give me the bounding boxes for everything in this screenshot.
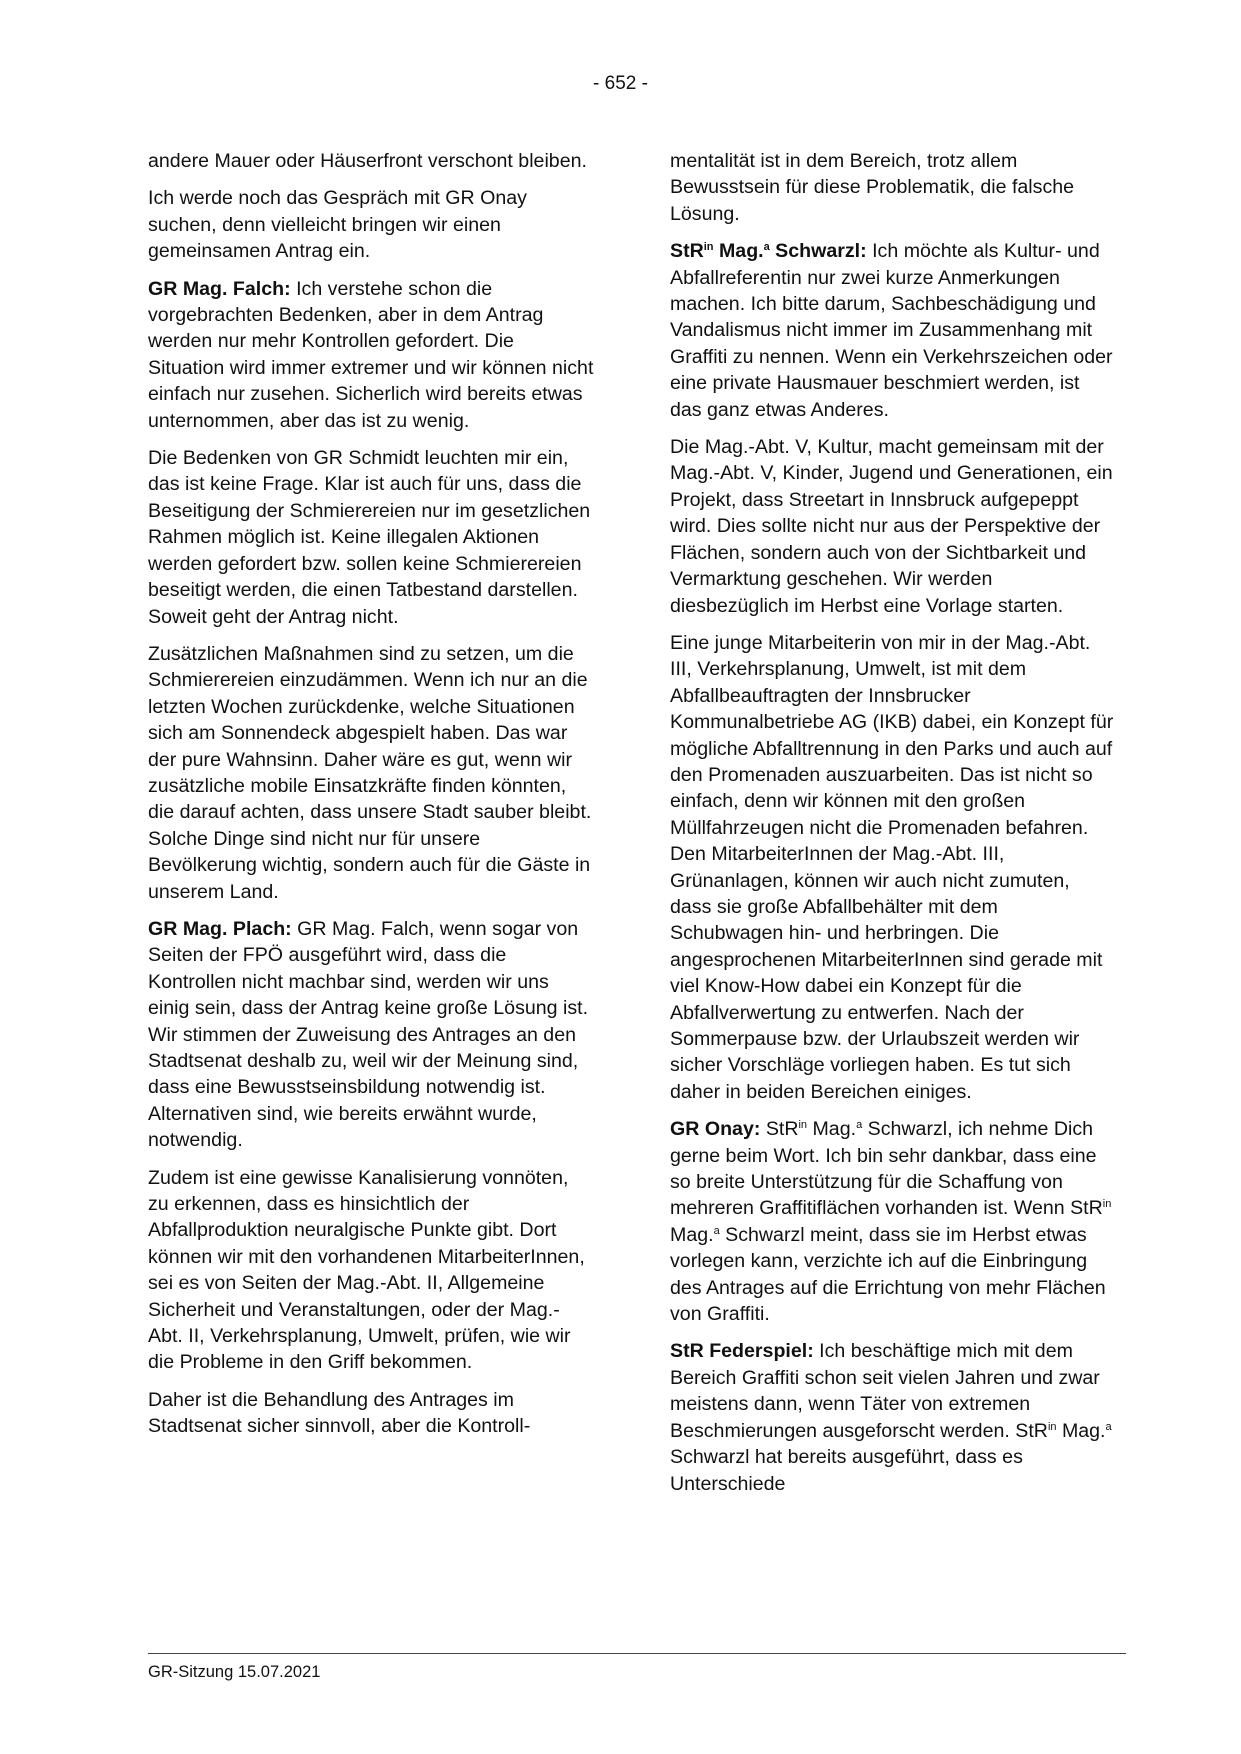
left-column	[148, 148, 594, 1451]
paragraph	[670, 238, 1116, 423]
superscript: a	[763, 241, 770, 254]
paragraph: andere Mauer oder Häuserfront verschont bleiben.	[148, 150, 587, 172]
speaker-text: Schwarzl:	[769, 240, 867, 263]
superscript: in	[703, 241, 714, 254]
paragraph: Daher ist die Behandlung des Antrages im Stadtsenat sicher sinnvoll, aber die Kontroll-	[148, 1388, 531, 1438]
paragraph-text: Ich beschäftige mich mit dem Bereich Graffiti schon seit vielen Jahren und zwar meistens dann, wenn Täter von extremen Beschmierungen ausgeforscht werden. StR	[670, 1340, 1100, 1442]
right-column	[670, 148, 1116, 1508]
paragraph-text: Ich möchte als Kultur- und Abfallreferentin nur zwei kurze Anmerkungen machen. Ich bitte darum, Sachbeschädigung und Vandalismus nicht immer im Zusammenhang mit Graffiti zu nennen. Wenn ein Verkehrszeichen oder eine private Hausmauer beschmiert werden, ist das ganz etwas Anderes.	[670, 240, 1113, 421]
paragraph-text: Mag.	[807, 1118, 857, 1141]
paragraph	[148, 276, 594, 434]
paragraph-text: Schwarzl meint, dass sie im Herbst etwas vorlegen kann, verzichte ich auf die Einbringung des Antrages auf die Errichtung von mehr Flächen von Graffiti.	[670, 1223, 1106, 1326]
paragraph	[670, 1338, 1116, 1496]
paragraph-text: Schwarzl, ich nehme Dich gerne beim Wort. Ich bin sehr dankbar, dass eine so breite Unterstützung für die Schaffung von mehreren Graffitiflächen vorhanden ist. Wenn StR	[670, 1118, 1103, 1220]
speaker-name: GR Onay:	[670, 1118, 761, 1141]
footer-text: GR-Sitzung 15.07.2021	[148, 1663, 321, 1681]
paragraph	[148, 916, 594, 1154]
page-number: - 652 -	[593, 73, 648, 94]
paragraph-text: StR	[760, 1118, 799, 1141]
paragraph: Zudem ist eine gewisse Kanalisierung vonnöten, zu erkennen, dass es hinsichtlich der Abfallproduktion neuralgische Punkte gibt. Dort können wir mit den vorhandenen MitarbeiterInnen, sei es von Seiten der Mag.-Abt. II, Allgemeine Sicherheit und Veranstaltungen, oder der Mag.-Abt. II, Verkehrsplanung, Umwelt, prüfen, wie wir die Probleme in den Griff bekommen.	[148, 1166, 585, 1374]
superscript: in	[1102, 1198, 1112, 1211]
speaker-name: GR Mag. Plach:	[148, 917, 292, 940]
speaker-text: Mag.	[713, 240, 764, 263]
superscript: in	[1047, 1420, 1057, 1433]
footer-divider	[148, 1653, 1126, 1654]
speaker-name: StR Federspiel:	[670, 1340, 814, 1363]
paragraph	[670, 1116, 1116, 1327]
superscript: in	[798, 1119, 808, 1132]
paragraph: mentalität ist in dem Bereich, trotz allem Bewusstsein für diese Problematik, die falsche Lösung.	[670, 150, 1075, 225]
paragraph: Eine junge Mitarbeiterin von mir in der Mag.-Abt. III, Verkehrsplanung, Umwelt, ist mit dem Abfallbeauftragten der Innsbrucker Kommunalbetriebe AG (IKB) dabei, ein Konzept für mögliche Abfalltrennung in den Parks und auch auf den Promenaden auszuarbeiten. Das ist nicht so einfach, denn wir können mit den großen Müllfahrzeugen nicht die Promenaden befahren. Den MitarbeiterInnen der Mag.-Abt. III, Grünanlagen, können wir auch nicht zumuten, dass sie große Abfallbehälter mit dem Schubwagen hin- und herbringen. Die angesprochenen MitarbeiterInnen sind gerade mit viel Know-How dabei ein Konzept für die Abfallverwertung zu entwerfen. Nach der Sommerpause bzw. der Urlaubszeit werden wir sicher Vorschläge vorliegen haben. Es tut sich daher in beiden Bereichen einiges.	[670, 631, 1114, 1103]
paragraph: Die Bedenken von GR Schmidt leuchten mir ein, das ist keine Frage. Klar ist auch für uns, dass die Beseitigung der Schmierereien nur im gesetzlichen Rahmen möglich ist. Keine illegalen Aktionen werden gefordert bzw. sollen keine Schmierereien beseitigt werden, die einen Tatbestand darstellen. Soweit geht der Antrag nicht.	[148, 447, 591, 628]
paragraph-text: Schwarzl hat bereits ausgeführt, dass es Unterschiede	[670, 1446, 1023, 1495]
paragraph-text: GR Mag. Falch, wenn sogar von Seiten der FPÖ ausgeführt wird, dass die Kontrollen nicht machbar sind, werden wir uns einig sein, dass der Antrag keine große Lösung ist. Wir stimmen der Zuweisung des Antrages an den Stadtsenat deshalb zu, weil wir der Meinung sind, dass eine Bewusstseinsbildung notwendig ist. Alternativen sind, wie bereits erwähnt wurde, notwendig.	[148, 917, 589, 1152]
paragraph: Zusätzlichen Maßnahmen sind zu setzen, um die Schmierereien einzudämmen. Wenn ich nur an die letzten Wochen zurückdenke, welche Situationen sich am Sonnendeck abgespielt haben. Das war der pure Wahnsinn. Daher wäre es gut, wenn wir zusätzliche mobile Einsatzkräfte finden könnten, die darauf achten, dass unsere Stadt sauber bleibt. Solche Dinge sind nicht nur für unsere Bevölkerung wichtig, sondern auch für die Gäste in unserem Land.	[148, 642, 592, 903]
speaker-text: StR	[670, 240, 704, 263]
paragraph-text: Mag.	[670, 1223, 714, 1246]
paragraph: Ich werde noch das Gespräch mit GR Onay suchen, denn vielleicht bringen wir einen gemeinsamen Antrag ein.	[148, 187, 527, 263]
paragraph-text: Mag.	[1056, 1419, 1106, 1442]
superscript: a	[713, 1224, 720, 1237]
speaker-name	[670, 240, 867, 262]
superscript: a	[1105, 1420, 1112, 1433]
superscript: a	[856, 1119, 863, 1132]
paragraph: Die Mag.-Abt. V, Kultur, macht gemeinsam mit der Mag.-Abt. V, Kinder, Jugend und Generationen, ein Projekt, dass Streetart in Innsbruck aufgepeppt wird. Dies sollte nicht nur aus der Perspektive der Flächen, sondern auch von der Sichtbarkeit und Vermarktung geschehen. Wir werden diesbezüglich im Herbst eine Vorlage starten.	[670, 436, 1113, 617]
paragraph-text: Ich verstehe schon die vorgebrachten Bedenken, aber in dem Antrag werden nur mehr Kontrollen gefordert. Die Situation wird immer extremer und wir können nicht einfach nur zusehen. Sicherlich wird bereits etwas unternommen, aber das ist zu wenig.	[148, 277, 594, 432]
speaker-name: GR Mag. Falch:	[148, 277, 291, 300]
